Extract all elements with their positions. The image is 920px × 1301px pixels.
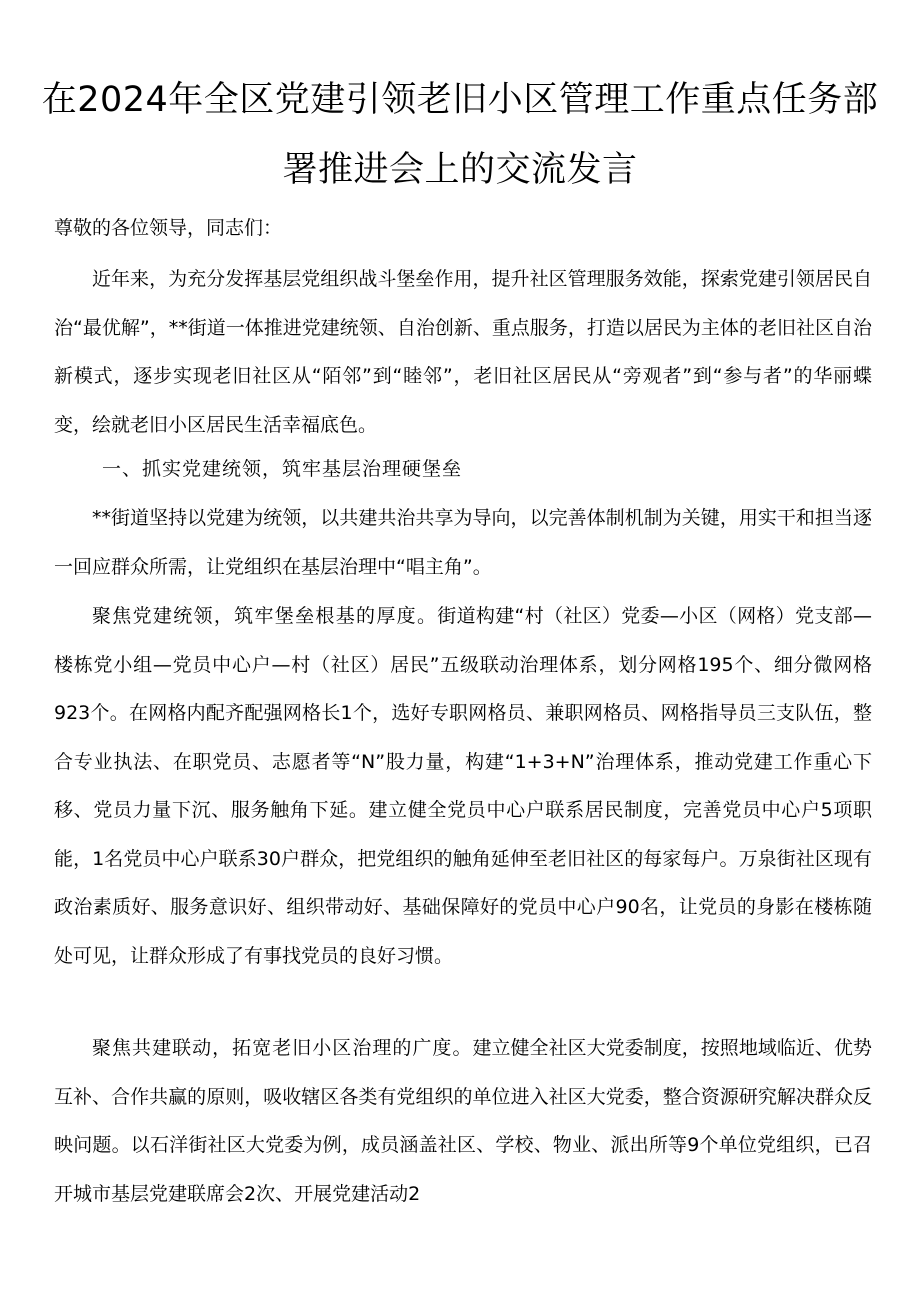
point2-body: 建立健全社区大党委制度，按照地域临近、优势互补、合作共赢的原则，吸收辖区各类有党组织的单位进入社区大党委，整合资源研究解决群众反映问题。以石洋街社区大党委为例，成员涵盖社区、学校、物业、派出所等9个单位党组织，已召开城市基层党建联席会2次、开展党建活动2 xyxy=(54,1037,872,1205)
greeting: 尊敬的各位领导，同志们： xyxy=(54,217,283,239)
section1-paragraph: **街道坚持以党建为统领，以共建共治共享为导向，以完善体制机制为关键，用实干和担当逐一回应群众所需，让党组织在基层治理中“唱主角”。 xyxy=(54,507,872,578)
intro-paragraph: 近年来，为充分发挥基层党组织战斗堡垒作用，提升社区管理服务效能，探索党建引领居民自治“最优解”，**街道一体推进党建统领、自治创新、重点服务，打造以居民为主体的老旧社区自治新模式，逐步实现老旧社区从“陌邻”到“睦邻”，老旧社区居民从“旁观者”到“参与者”的华丽蝶变，绘就老旧小区居民生活幸福底色。 xyxy=(54,268,872,436)
point2-paragraph xyxy=(54,1024,872,1218)
section-heading-1: 一、抓实党建统领，筑牢基层治理硬堡垒 xyxy=(102,458,463,480)
point1-body: 街道构建“村（社区）党委—小区（网格）党支部—楼栋党小组—党员中心户—村（社区）居民”五级联动治理体系，划分网格195个、细分微网格923个。在网格内配齐配强网格长1个，选好专职网格员、兼职网格员、网格指导员三支队伍，整合专业执法、在职党员、志愿者等“N”股力量，构建“1+3+N”治理体系，推动党建工作重心下移、党员力量下沉、服务触角下延。建立健全党员中心户联系居民制度，完善党员中心户5项职能，1名党员中心户联系30户群众，把党组织的触角延伸至老旧社区的每家每户。万泉街社区现有政治素质好、服务意识好、组织带动好、基础保障好的党员中心户90名，让党员的身影在楼栋随处可见，让群众形成了有事找党员的良好习惯。 xyxy=(54,605,872,967)
document-title-line1: 在2024年全区党建引领老旧小区管理工作重点任务部 xyxy=(41,80,879,120)
document-title-line2: 署推进会上的交流发言 xyxy=(282,150,638,190)
point1-lead: 聚焦党建统领，筑牢堡垒根基的厚度。 xyxy=(92,605,438,627)
point2-lead: 聚焦共建联动，拓宽老旧小区治理的广度。 xyxy=(92,1037,473,1059)
point1-paragraph xyxy=(54,592,872,980)
